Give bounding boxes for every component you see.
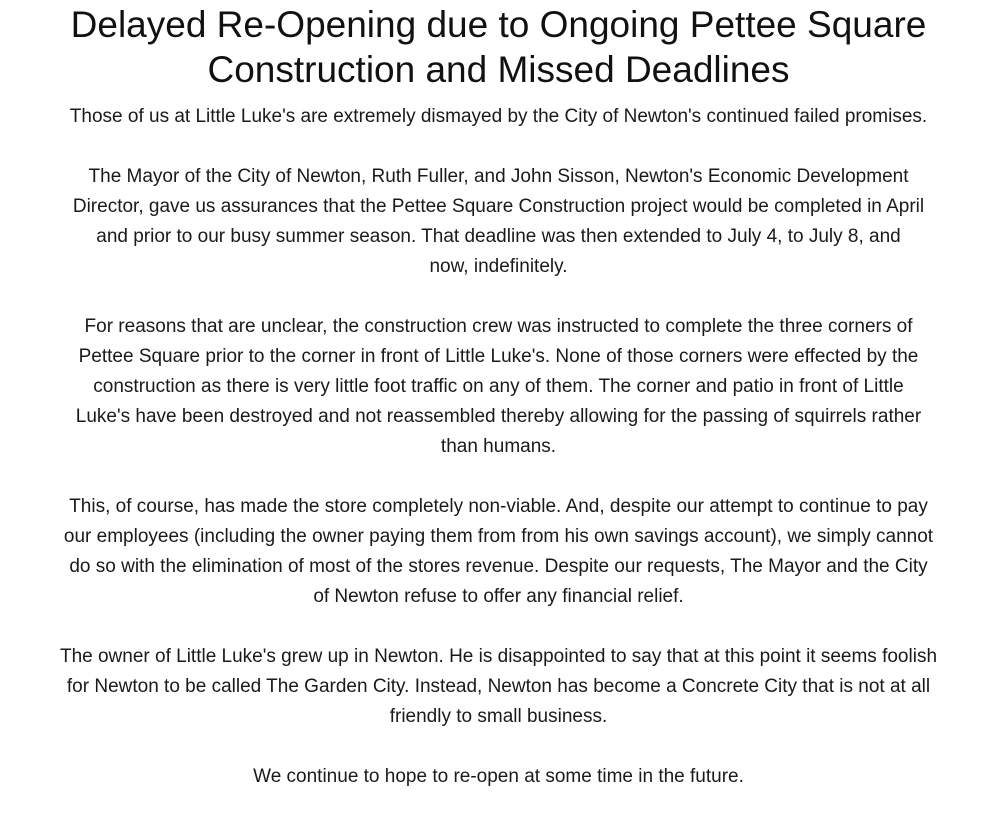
paragraph-dismayed: [16, 102, 981, 132]
page-title: [16, 0, 981, 92]
paragraph-line: Those of us at Little Luke's are extremely dismayed by the City of Newton's continued failed promises.: [69, 106, 928, 127]
paragraph-line: and prior to our busy summer season. That deadline was then extended to July 4, to July 8, and: [96, 226, 901, 247]
paragraph-line: Luke's have been destroyed and not reassembled thereby allowing for the passing of squirrels rather: [75, 406, 922, 427]
paragraph-hope: [16, 762, 981, 792]
paragraph-garden-city: [16, 642, 981, 732]
paragraph-line: Director, gave us assurances that the Pettee Square Construction project would be completed in April: [72, 196, 925, 217]
paragraph-assurances: [16, 162, 981, 282]
paragraph-line: The owner of Little Luke's grew up in Newton. He is disappointed to say that at this point it seems foolish: [59, 646, 938, 667]
paragraph-line: This, of course, has made the store completely non-viable. And, despite our attempt to continue to pay: [69, 496, 928, 517]
paragraph-line: We continue to hope to re-open at some time in the future.: [253, 766, 744, 787]
paragraph-line: of Newton refuse to offer any financial relief.: [313, 586, 684, 607]
page-title-line: Construction and Missed Deadlines: [207, 49, 790, 90]
paragraph-line: for Newton to be called The Garden City. Instead, Newton has become a Concrete City that is not at all: [66, 676, 931, 697]
paragraph-line: do so with the elimination of most of the stores revenue. Despite our requests, The Mayor and the City: [69, 556, 928, 577]
paragraph-non-viable: [16, 492, 981, 612]
paragraph-line: friendly to small business.: [389, 706, 608, 727]
paragraph-corners: [16, 312, 981, 462]
paragraph-line: construction as there is very little foot traffic on any of them. The corner and patio in front of Little: [93, 376, 904, 397]
page-title-line: Delayed Re-Opening due to Ongoing Pettee Square: [70, 4, 927, 45]
paragraph-line: now, indefinitely.: [429, 256, 568, 277]
paragraph-line: our employees (including the owner paying them from from his own savings account), we simply cannot: [63, 526, 934, 547]
paragraph-line: than humans.: [440, 436, 557, 457]
paragraph-line: Pettee Square prior to the corner in front of Little Luke's. None of those corners were effected by the: [78, 346, 919, 367]
paragraph-line: For reasons that are unclear, the construction crew was instructed to complete the three corners of: [84, 316, 913, 337]
paragraph-line: The Mayor of the City of Newton, Ruth Fuller, and John Sisson, Newton's Economic Development: [88, 166, 909, 187]
announcement-body: [16, 102, 981, 792]
